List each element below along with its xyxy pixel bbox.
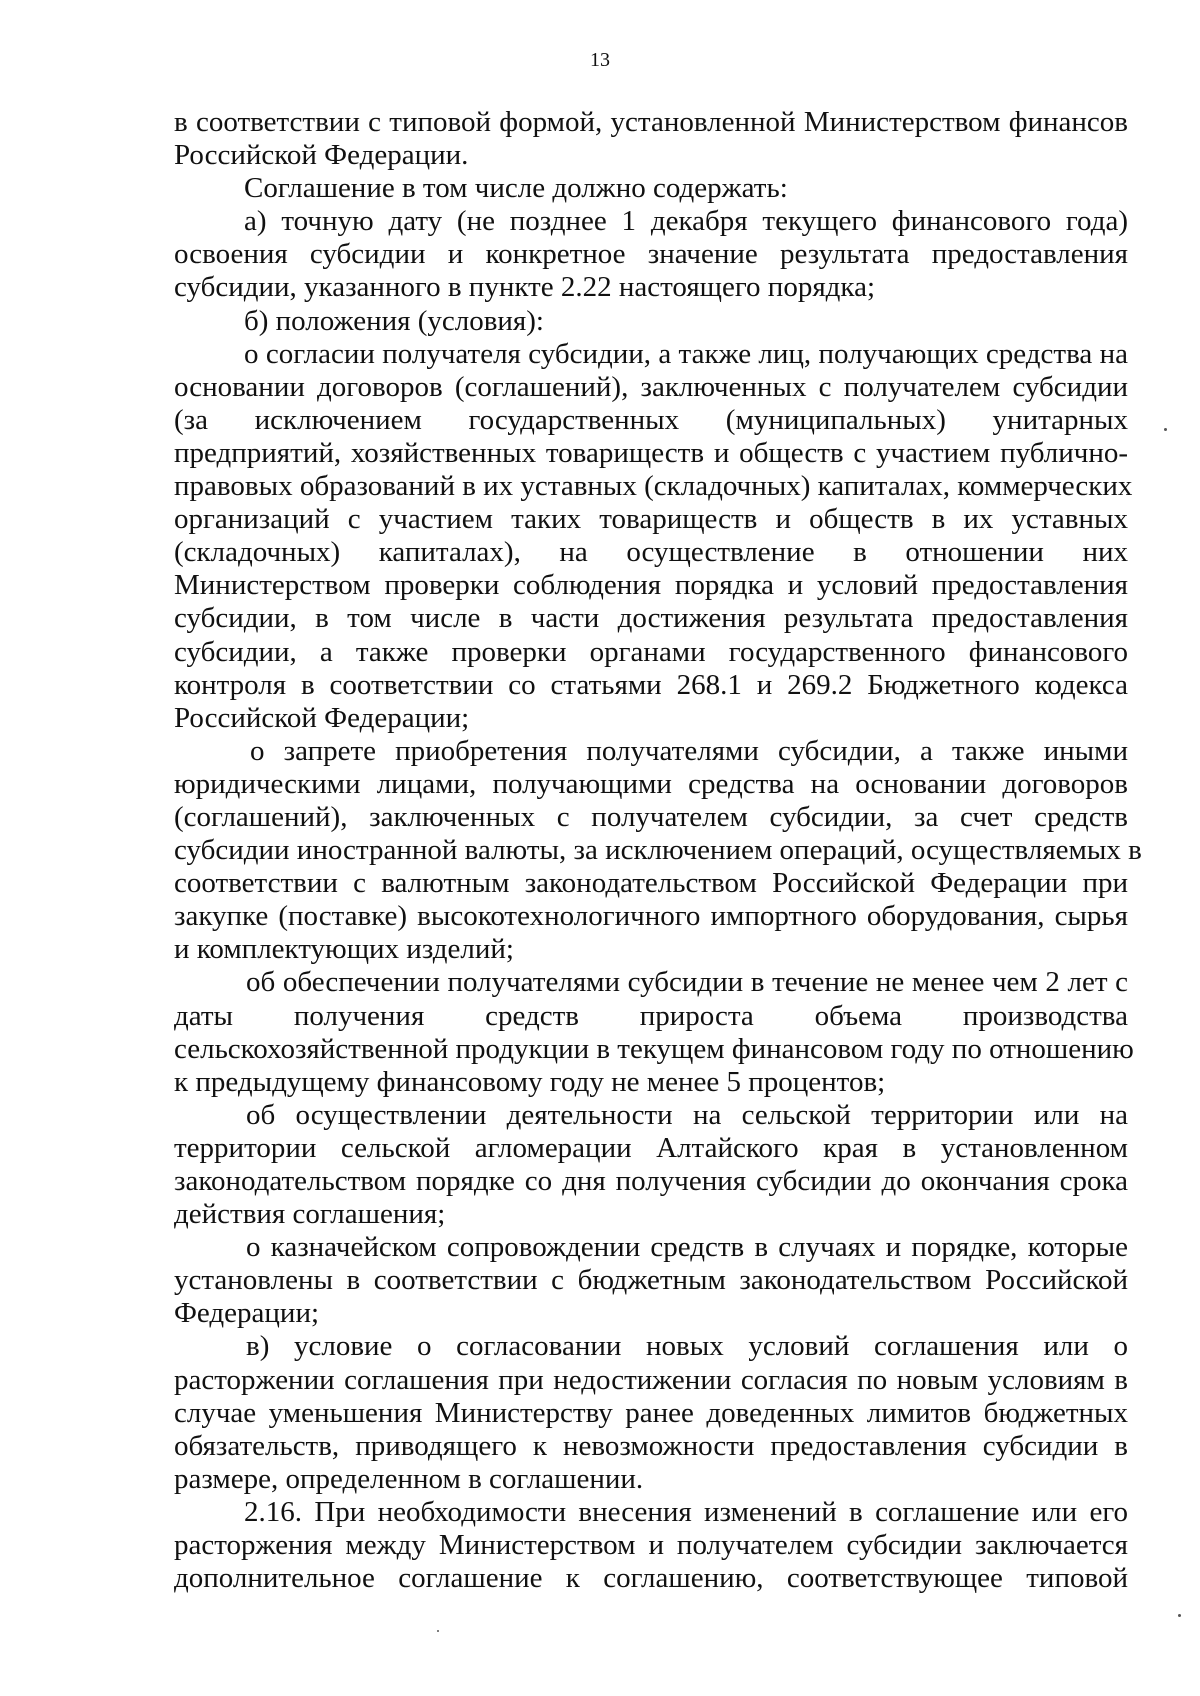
text-line: (соглашений), заключенных с получателем субсидии, за счет средств [174,800,1128,833]
text-line: законодательством порядке со дня получения субсидии до окончания срока [174,1165,1128,1197]
text-line: соответствии с валютным законодательством Российской Федерации при [174,867,1128,900]
body-text [174,106,1142,1595]
text-line: закупке (поставке) высокотехнологичного импортного оборудования, сырья [174,900,1128,933]
text-line: дополнительное соглашение к соглашению, соответствующее типовой [174,1562,1128,1595]
text-line: организаций с участием таких товариществ и обществ в их уставных [174,503,1128,536]
text-line: правовых образований в их уставных (складочных) капиталах, коммерческих [174,470,1133,503]
text-line: и комплектующих изделий; [174,933,514,966]
text-line: субсидии иностранной валюты, за исключением операций, осуществляемых в [174,834,1142,867]
text-line: субсидии, а также проверки органами государственного финансового [174,635,1128,668]
text-line: случае уменьшения Министерству ранее доведенных лимитов бюджетных [174,1396,1128,1429]
text-line: об осуществлении деятельности на сельской территории или на [246,1098,1128,1131]
text-line: об обеспечении получателями субсидии в течение не менее чем 2 лет с [246,966,1128,999]
text-line: субсидии, в том числе в части достижения результата предоставления [174,602,1128,635]
text-line: Министерством проверки соблюдения порядка и условий предоставления [174,569,1128,602]
text-line: контроля в соответствии со статьями 268.1 и 269.2 Бюджетного кодекса [174,668,1128,701]
text-line: установлены в соответствии с бюджетным законодательством Российской [174,1264,1128,1297]
text-line: расторжении соглашения при недостижении согласия по новым условиям в [174,1363,1128,1396]
text-line: о согласии получателя субсидии, а также лиц, получающих средства на [244,337,1128,370]
text-line: субсидии, указанного в пункте 2.22 настоящего порядка; [174,271,875,304]
scan-speck [1164,428,1167,431]
text-line: сельскохозяйственной продукции в текущем финансовом году по отношению [174,1032,1134,1065]
text-line: даты получения средств прироста объема производства [174,999,1128,1032]
text-line: о казначейском сопровождении средств в случаях и порядке, которые [246,1231,1128,1264]
scan-speck [437,1630,439,1632]
text-line: действия соглашения; [174,1198,446,1231]
page-number: 13 [590,49,610,71]
text-line: Российской Федерации; [174,701,470,734]
text-line: освоения субсидии и конкретное значение результата предоставления [174,238,1128,271]
text-line: к предыдущему финансовому году не менее 5 процентов; [174,1065,886,1098]
text-line: о запрете приобретения получателями субсидии, а также иными [250,734,1128,767]
text-line: размере, определенном в соглашении. [174,1462,644,1495]
text-line: предприятий, хозяйственных товариществ и обществ с участием публично- [174,436,1128,469]
text-line: в соответствии с типовой формой, установленной Министерством финансов [174,106,1128,138]
text-line: Российской Федерации. [174,139,469,172]
text-line: 2.16. При необходимости внесения изменений в соглашение или его [244,1495,1128,1528]
text-line: юридическими лицами, получающими средства на основании договоров [174,767,1128,800]
text-line: обязательств, приводящего к невозможности предоставления субсидии в [174,1429,1128,1462]
text-line: территории сельской агломерации Алтайского края в установленном [174,1131,1128,1164]
text-line: Федерации; [174,1297,320,1330]
text-line: в) условие о согласовании новых условий соглашения или о [246,1330,1128,1363]
text-line: а) точную дату (не позднее 1 декабря текущего финансового года) [244,205,1128,238]
text-line: (за исключением государственных (муниципальных) унитарных [174,403,1128,436]
text-line: (складочных) капиталах), на осуществление в отношении них [174,536,1128,569]
text-line: б) положения (условия): [244,304,544,337]
text-line: расторжения между Министерством и получателем субсидии заключается [174,1529,1128,1562]
scan-speck [1178,1614,1181,1617]
text-line: основании договоров (соглашений), заключенных с получателем субсидии [174,370,1128,403]
text-line: Соглашение в том числе должно содержать: [244,172,788,205]
